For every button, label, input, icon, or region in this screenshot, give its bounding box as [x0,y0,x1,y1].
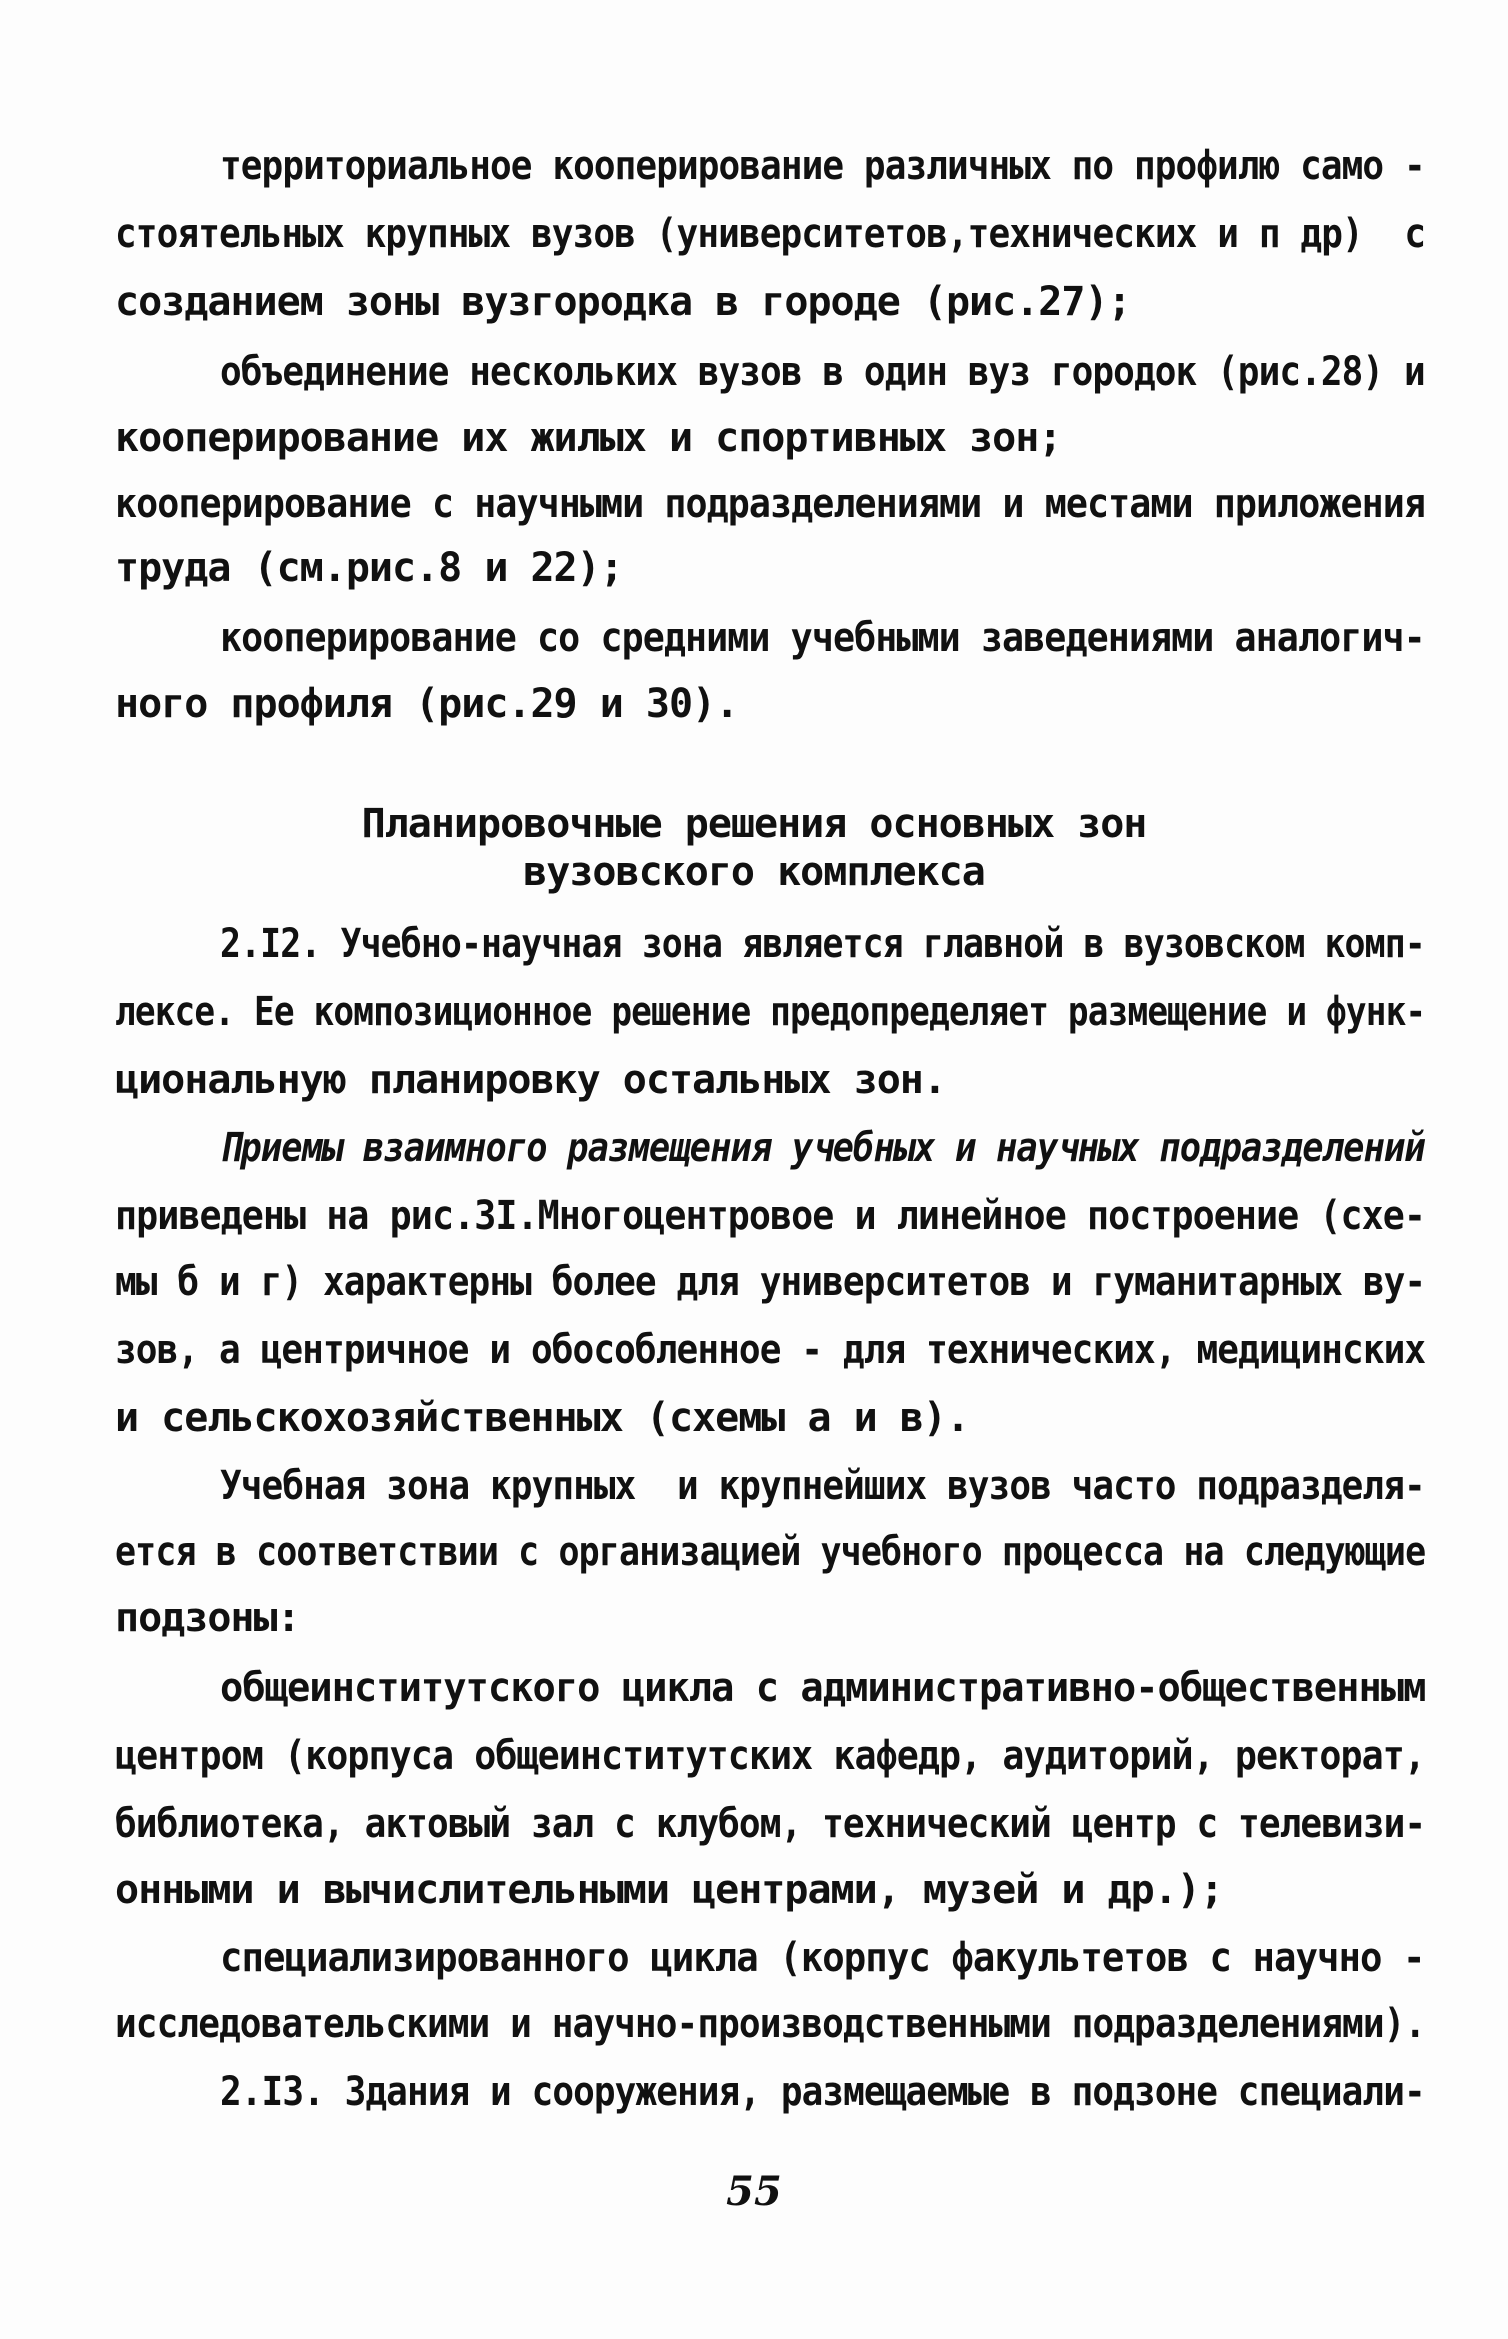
text-line: 2.I2. Учебно-научная зона является главной в вузовском комп- [220,921,1425,967]
text-line: стоятельных крупных вузов (университетов,технических и п др) с [115,211,1426,257]
text-line: территориальное кооперирование различных по профилю само - [220,143,1425,189]
text-line: онными и вычислительными центрами, музей и др.); [115,1867,1223,1913]
text-line: библиотека, актовый зал с клубом, технический центр с телевизи- [115,1801,1426,1847]
text-line: объединение нескольких вузов в один вуз городок (рис.28) и [220,349,1425,395]
text-line: зов, а центричное и обособленное - для технических, медицинских [115,1327,1426,1373]
text-line: мы б и г) характерны более для университетов и гуманитарных ву- [115,1259,1426,1305]
text-line: приведены на рис.3I.Многоцентровое и линейное построение (схе- [115,1193,1426,1239]
text-line: кооперирование с научными подразделениями и местами приложения [115,481,1426,527]
text-line: лексе. Ее композиционное решение предопределяет размещение и функ- [115,989,1426,1035]
text-line: центром (корпуса общеинститутских кафедр, аудиторий, ректорат, [115,1733,1426,1779]
section-heading-line-2: вузовского комплекса [523,849,985,895]
text-line: и сельскохозяйственных (схемы а и в). [115,1395,970,1441]
text-line: циональную планировку остальных зон. [115,1057,946,1103]
text-line: Учебная зона крупных и крупнейших вузов часто подразделя- [220,1463,1425,1509]
text-line: созданием зоны вузгородка в городе (рис.27); [115,279,1131,325]
text-line: кооперирование со средними учебными заведениями аналогич- [220,615,1425,661]
text-line: ного профиля (рис.29 и 30). [115,681,739,727]
text-line: ется в соответствии с организацией учебного процесса на следующие [115,1529,1426,1575]
text-line: 2.I3. Здания и сооружения, размещаемые в подзоне специали- [220,2069,1425,2115]
text-line: подзоны: [115,1595,300,1641]
italic-phrase: Приемы взаимного размещения учебных и научных подразделений [220,1125,1425,1171]
text-line: кооперирование их жилых и спортивных зон; [115,415,1062,461]
text-line: труда (см.рис.8 и 22); [115,545,623,591]
text-line: общеинститутского цикла с административно-общественным [220,1665,1426,1711]
text-line: исследовательскими и научно-производственными подразделениями). [115,2001,1426,2047]
section-heading-line-1: Планировочные решения основных зон [361,801,1147,847]
page-number: 55 [726,2168,782,2215]
text-line: специализированного цикла (корпус факультетов с научно - [220,1935,1425,1981]
